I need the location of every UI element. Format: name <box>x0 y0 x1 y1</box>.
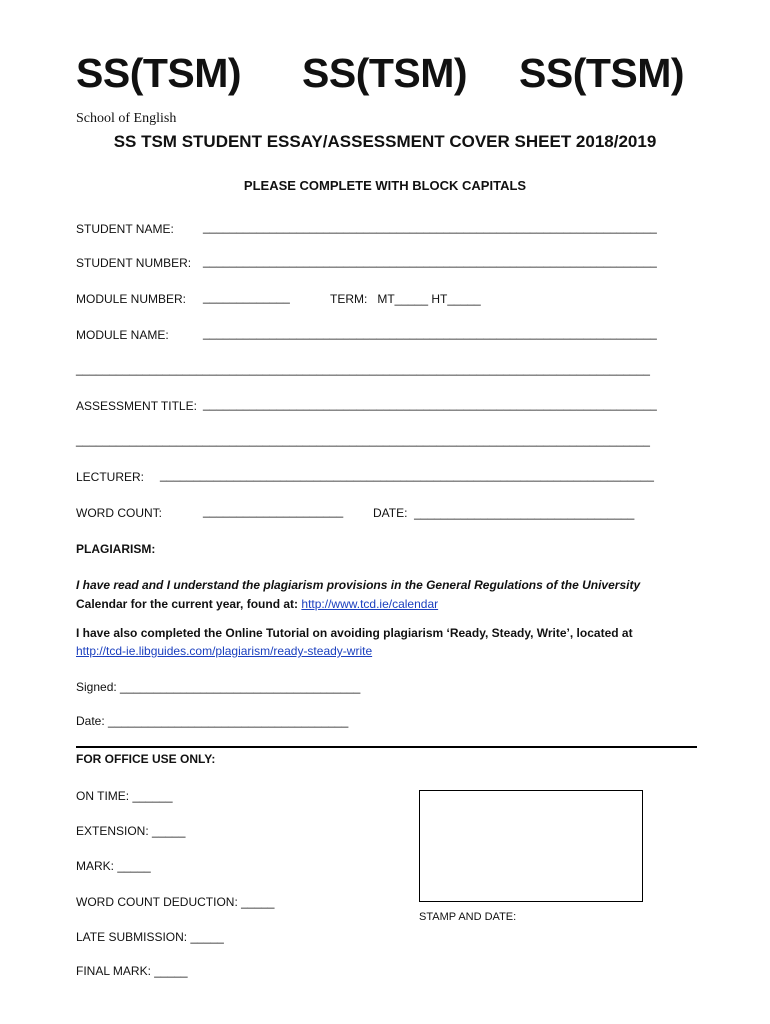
plagiarism-tutorial-line <box>76 642 372 661</box>
term-field[interactable]: TERM: MT_____ HT_____ <box>330 292 481 306</box>
late-submission-field[interactable]: LATE SUBMISSION: _____ <box>76 930 224 944</box>
module-number-label: MODULE NUMBER: <box>76 292 187 306</box>
student-number-field[interactable]: ____________________________________________________________________ <box>203 254 657 268</box>
assessment-title-field-continued[interactable]: ______________________________________________________________________________________ <box>76 433 650 447</box>
mark-field[interactable]: MARK: _____ <box>76 859 151 873</box>
plagiarism-calendar-line <box>76 595 438 614</box>
logo-ss-tsm-3: SS(TSM) <box>519 50 685 96</box>
student-name-label: STUDENT NAME: <box>76 222 174 236</box>
word-count-field[interactable]: _____________________ <box>203 504 344 518</box>
stamp-box <box>419 790 643 902</box>
plagiarism-heading: PLAGIARISM: <box>76 542 156 556</box>
assessment-title-label: ASSESSMENT TITLE: <box>76 399 197 413</box>
module-name-field-continued[interactable]: ______________________________________________________________________________________ <box>76 362 650 376</box>
lecturer-label: LECTURER: <box>76 470 145 484</box>
assessment-title-field[interactable]: ____________________________________________________________________ <box>203 397 657 411</box>
tutorial-link[interactable]: http://tcd-ie.libguides.com/plagiarism/ready-steady-write <box>76 644 373 658</box>
word-count-deduction-field[interactable]: WORD COUNT DEDUCTION: _____ <box>76 895 275 909</box>
module-number-field[interactable]: _____________ <box>203 290 290 304</box>
module-name-field[interactable]: ____________________________________________________________________ <box>203 326 657 340</box>
office-divider <box>76 746 697 748</box>
plagiarism-calendar-text: Calendar for the current year, found at: <box>76 597 299 611</box>
plagiarism-statement-1: I have read and I understand the plagiarism provisions in the General Regulations of the University <box>76 578 641 592</box>
module-name-label: MODULE NAME: <box>76 328 169 342</box>
calendar-link[interactable]: http://www.tcd.ie/calendar <box>301 597 439 611</box>
instructions-subtitle: PLEASE COMPLETE WITH BLOCK CAPITALS <box>243 178 527 193</box>
on-time-field[interactable]: ON TIME: ______ <box>76 789 173 803</box>
office-use-heading: FOR OFFICE USE ONLY: <box>76 752 216 766</box>
lecturer-field[interactable]: __________________________________________________________________________ <box>160 468 654 482</box>
final-mark-field[interactable]: FINAL MARK: _____ <box>76 964 188 978</box>
date-field[interactable]: DATE: _________________________________ <box>373 506 635 520</box>
extension-field[interactable]: EXTENSION: _____ <box>76 824 186 838</box>
student-number-label: STUDENT NUMBER: <box>76 256 192 270</box>
plagiarism-statement-2: I have also completed the Online Tutorial on avoiding plagiarism ‘Ready, Steady, Write’, located at <box>76 626 633 640</box>
signature-date-field[interactable]: Date: ____________________________________ <box>76 714 349 728</box>
signed-field[interactable]: Signed: ____________________________________ <box>76 680 361 694</box>
word-count-label: WORD COUNT: <box>76 506 162 520</box>
stamp-and-date-label: STAMP AND DATE: <box>419 911 517 923</box>
logo-ss-tsm-2: SS(TSM) <box>302 50 468 96</box>
student-name-field[interactable]: ____________________________________________________________________ <box>203 220 657 234</box>
page-title: SS TSM STUDENT ESSAY/ASSESSMENT COVER SHEET 2018/2019 <box>113 132 657 151</box>
logo-ss-tsm-1: SS(TSM) <box>76 50 242 96</box>
school-name: School of English <box>76 111 177 126</box>
